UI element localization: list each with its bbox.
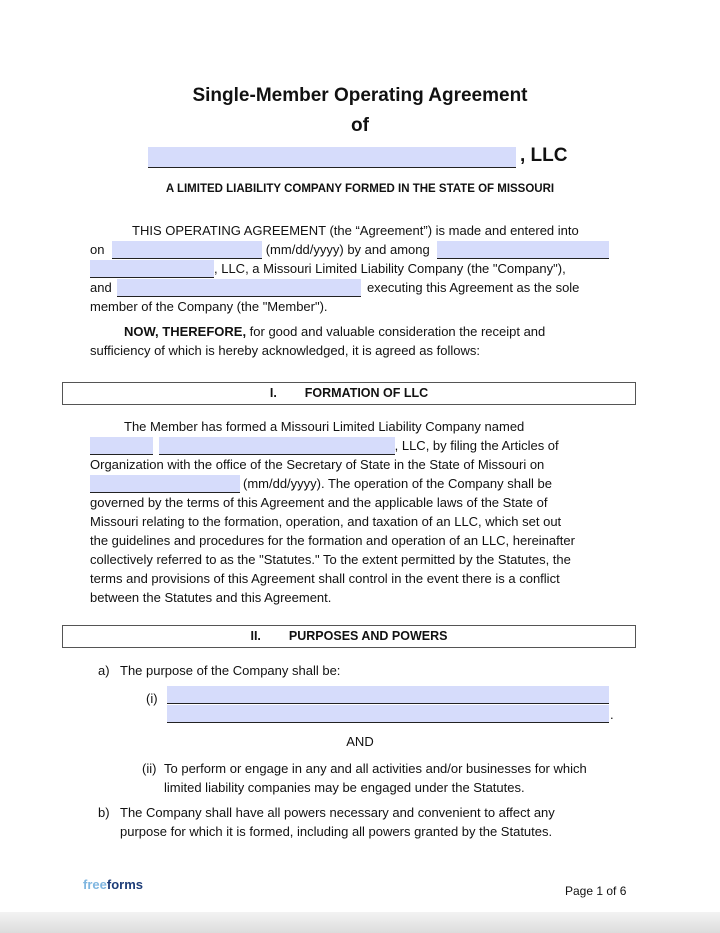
intro-text: executing this Agreement as the sole [366,280,580,295]
page-number: Page 1 of 6 [565,884,627,898]
section-number: II. [250,629,261,643]
document-subtitle: A LIMITED LIABILITY COMPANY FORMED IN THE STATE OF MISSOURI [165,183,555,195]
now-therefore-line: sufficiency of which is hereby acknowledged, it is agreed as follows: [90,343,480,358]
page-bottom-edge [0,912,720,933]
intro-line: THIS OPERATING AGREEMENT (the “Agreement”) is made and entered into [132,223,579,238]
purpose-ii-line: To perform or engage in any and all activities and/or businesses for which [164,761,587,776]
formation-line: terms and provisions of this Agreement shall control in the event there is a conflict [90,571,560,586]
section-title: PURPOSES AND POWERS [288,629,448,643]
now-therefore-bold: NOW, THEREFORE, [124,324,247,339]
intro-text: , LLC, a Missouri Limited Liability Company (the "Company"), [214,261,566,276]
formation-line: collectively referred to as the "Statutes." To the extent permitted by the Statutes, the [90,552,571,567]
member-name-field[interactable] [437,241,609,259]
intro-text: on [90,242,105,257]
formation-line: governed by the terms of this Agreement and the applicable laws of the State of [90,495,548,510]
formation-line: the guidelines and procedures for the formation and operation of an LLC, hereinafter [90,533,575,548]
formation-line: Missouri relating to the formation, operation, and taxation of an LLC, which set out [90,514,562,529]
logo-free: free [83,877,107,892]
section-title: FORMATION OF LLC [304,386,429,400]
member-signer-field[interactable] [117,279,361,297]
formation-line: between the Statutes and this Agreement. [90,590,332,605]
purpose-a-text: The purpose of the Company shall be: [120,663,341,678]
filing-date-field[interactable] [90,475,240,493]
intro-line [90,278,630,297]
document-title: Single-Member Operating Agreement [192,85,528,106]
powers-b-line: purpose for which it is formed, including all powers granted by the Statutes. [120,824,553,839]
formation-text: , LLC, by filing the Articles of [394,438,559,453]
intro-line: member of the Company (the "Member"). [90,299,328,314]
now-therefore-paragraph [90,322,630,360]
logo-forms: forms [106,877,143,892]
section-heading-formation [62,382,636,405]
section-heading-purposes [62,625,636,648]
purpose-field-line2[interactable] [167,705,609,723]
freeforms-logo [83,877,143,892]
powers-b-label: b) [98,805,110,820]
formation-line [90,436,630,455]
intro-line [90,240,630,259]
purpose-i-label: (i) [146,691,158,706]
formation-text: (mm/dd/yyyy). The operation of the Company shall be [243,476,553,491]
llc-name-field[interactable] [148,147,516,168]
formation-paragraph [90,417,630,607]
formation-line: Organization with the office of the Secretary of State in the State of Missouri on [90,457,545,472]
company-name-field[interactable] [90,260,214,278]
now-therefore-line [90,322,630,341]
purpose-ii-line: limited liability companies may be engaged under the Statutes. [164,780,525,795]
and-separator: AND [346,734,374,749]
now-therefore-text: for good and valuable consideration the receipt and [246,324,546,339]
intro-paragraph [90,221,630,316]
intro-line [90,259,630,278]
llc-suffix: , LLC [520,145,568,166]
purpose-field-line1[interactable] [167,686,609,704]
purpose-a-label: a) [98,663,110,678]
purpose-i-end: . [610,707,614,722]
formation-line [90,474,630,493]
agreement-date-field[interactable] [112,241,262,259]
document-title-of: of [351,115,369,136]
company-name-prefix-field[interactable] [90,437,153,455]
formation-line: The Member has formed a Missouri Limited Liability Company named [124,419,525,434]
intro-text: and [90,280,112,295]
purpose-ii-label: (ii) [142,761,157,776]
company-name-main-field[interactable] [159,437,395,455]
section-number: I. [269,386,277,400]
intro-text: (mm/dd/yyyy) by and among [265,242,430,257]
llc-name-line [148,143,568,169]
powers-b-line: The Company shall have all powers necessary and convenient to affect any [120,805,555,820]
